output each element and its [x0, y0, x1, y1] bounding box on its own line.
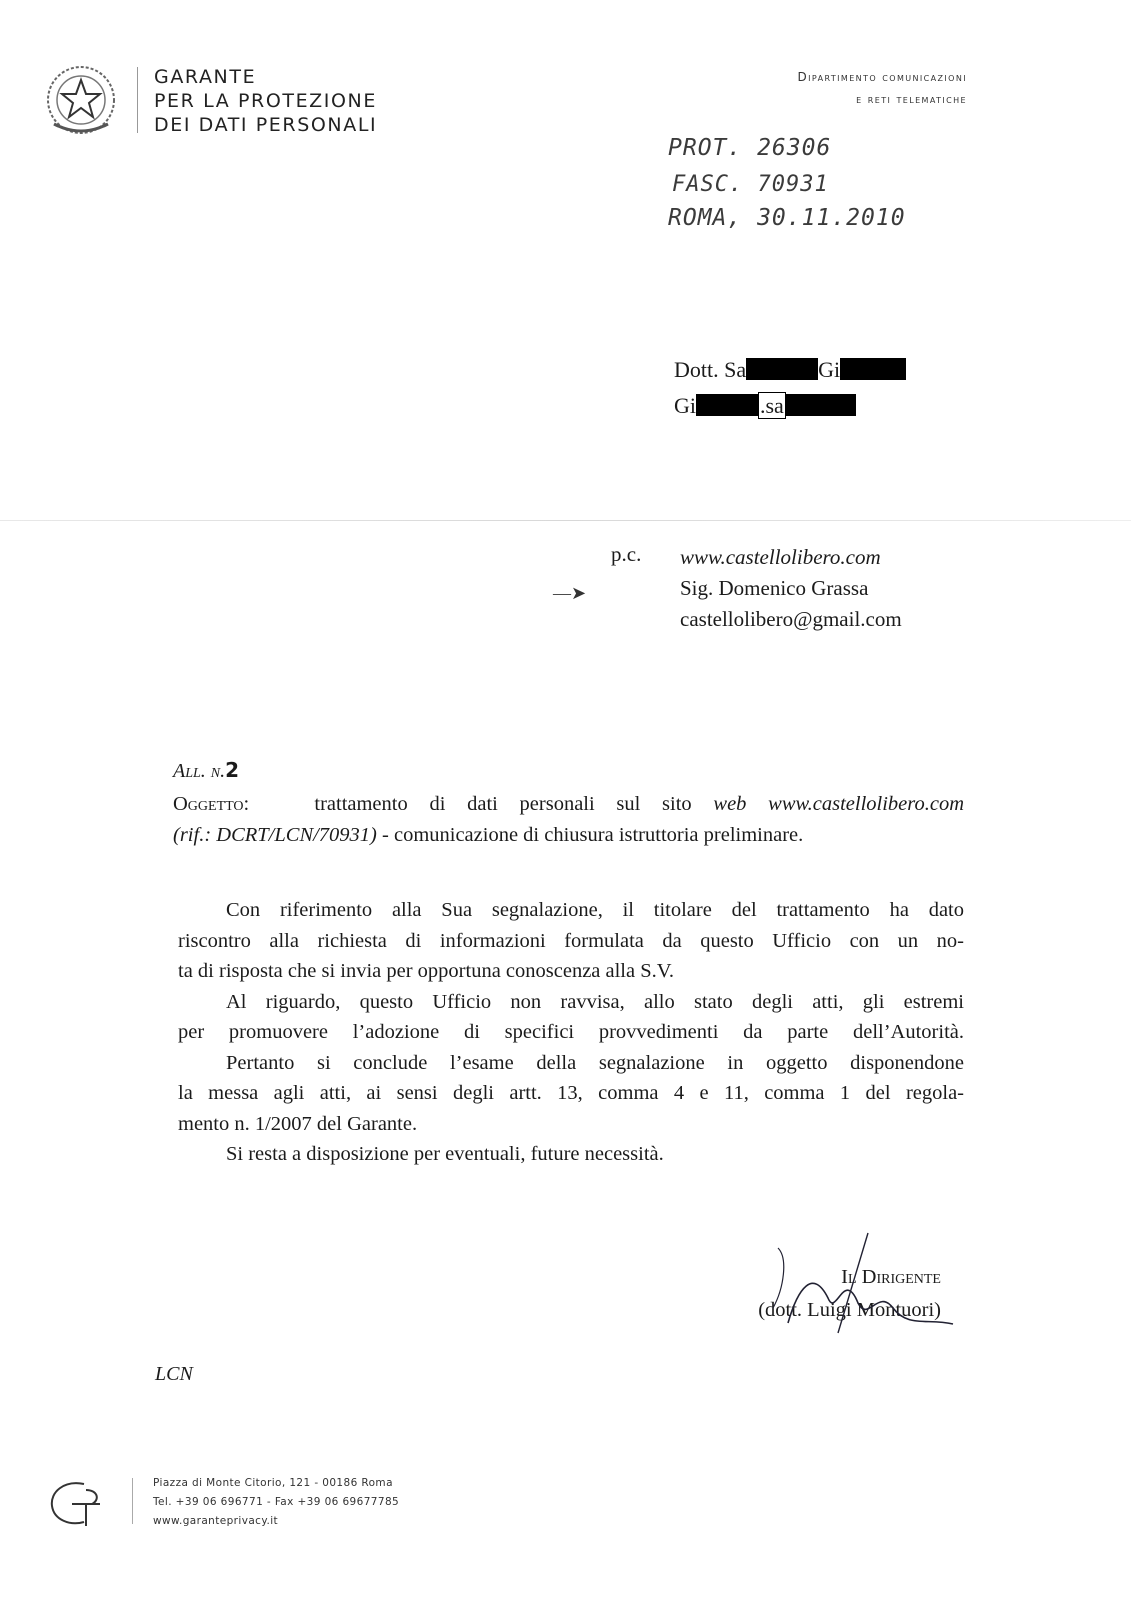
recipient-text: Gi — [674, 393, 696, 418]
authority-line: GARANTE — [154, 66, 257, 88]
body-line: ta di risposta che si invia per opportuna conoscenza alla S.V. — [178, 960, 675, 982]
recipient-text: .sa — [760, 393, 784, 418]
attachments-line — [173, 758, 239, 783]
subject-text: - comunicazione di chiusura istruttoria preliminare. — [382, 824, 804, 846]
department-line: Dipartimento comunicazioni — [797, 70, 967, 84]
cc-website: www.castellolibero.com — [680, 545, 881, 569]
file-number: FASC. 70931 — [672, 172, 829, 197]
footer-contacts — [153, 1474, 399, 1531]
garante-logo-icon — [48, 1478, 108, 1528]
cc-label: p.c. — [611, 542, 642, 566]
subject-label: Oggetto: — [173, 793, 250, 815]
body-line: riscontro alla richiesta di informazioni formulata da questo Ufficio con un no- — [178, 929, 964, 952]
subject-reference: (rif.: DCRT/LCN/70931) — [173, 824, 377, 846]
recipient-text: Gi — [818, 357, 841, 382]
footer-divider — [132, 1478, 133, 1524]
arrow-icon: —➤ — [553, 583, 587, 603]
recipient-text: Dott. Sa — [674, 357, 747, 382]
redaction-bar — [746, 358, 818, 380]
body-line: Con riferimento alla Sua segnalazione, il titolare del trattamento ha dato — [226, 899, 964, 921]
protocol-number: PROT. 26306 — [668, 135, 832, 161]
department-name — [798, 66, 967, 110]
cc-email: castellolibero@gmail.com — [680, 607, 902, 631]
subject-text: web — [713, 793, 747, 815]
recipient-block — [674, 352, 906, 424]
italian-republic-emblem-icon — [44, 62, 118, 142]
body-line: Pertanto si conclude l’esame della segnalazione in oggetto disponendone — [226, 1051, 964, 1074]
handwritten-signature — [718, 1228, 968, 1338]
paper-fold-line — [0, 520, 1131, 521]
attachments-count: 2 — [225, 758, 240, 782]
attachments-label: All. n. — [173, 760, 226, 782]
footer-address: Piazza di Monte Citorio, 121 - 00186 Roma — [153, 1477, 393, 1489]
cc-block — [680, 542, 902, 635]
subject-line — [173, 789, 964, 820]
place-date: ROMA, 30.11.2010 — [668, 205, 906, 231]
subject-block — [173, 789, 964, 851]
subject-line — [173, 820, 964, 851]
authority-line: PER LA PROTEZIONE — [154, 90, 377, 112]
author-initials: LCN — [155, 1363, 193, 1385]
department-line: e reti telematiche — [856, 92, 967, 106]
authority-line: DEI DATI PERSONALI — [154, 114, 378, 136]
body-line: la messa agli atti, ai sensi degli artt. 13, comma 4 e 11, comma 1 del regola- — [178, 1082, 964, 1104]
authority-name — [154, 65, 377, 137]
body-line: mento n. 1/2007 del Garante. — [178, 1112, 418, 1135]
body-line: per promuovere l’adozione di specifici provvedimenti da parte dell’Autorità. — [178, 1021, 964, 1043]
redaction-bar — [786, 394, 856, 416]
redaction-bar — [696, 394, 758, 416]
signatory-name: (dott. Luigi Montuori) — [758, 1299, 941, 1321]
redaction-bar — [840, 358, 906, 380]
body-line: Al riguardo, questo Ufficio non ravvisa, allo stato degli atti, gli estremi — [226, 990, 964, 1013]
recipient-line — [674, 352, 906, 388]
cc-name: Sig. Domenico Grassa — [680, 576, 869, 600]
header-divider — [137, 67, 138, 133]
body-line: Si resta a disposizione per eventuali, future necessità. — [226, 1143, 664, 1165]
letter-body — [178, 895, 964, 1170]
recipient-line — [674, 388, 906, 424]
footer-phone: Tel. +39 06 696771 - Fax +39 06 69677785 — [153, 1496, 400, 1508]
subject-site: www.castellolibero.com — [768, 793, 965, 815]
subject-text: trattamento di dati personali sul sito — [314, 793, 692, 815]
signatory-title: Il Dirigente — [841, 1266, 941, 1288]
footer-website[interactable]: www.garanteprivacy.it — [153, 1515, 279, 1527]
